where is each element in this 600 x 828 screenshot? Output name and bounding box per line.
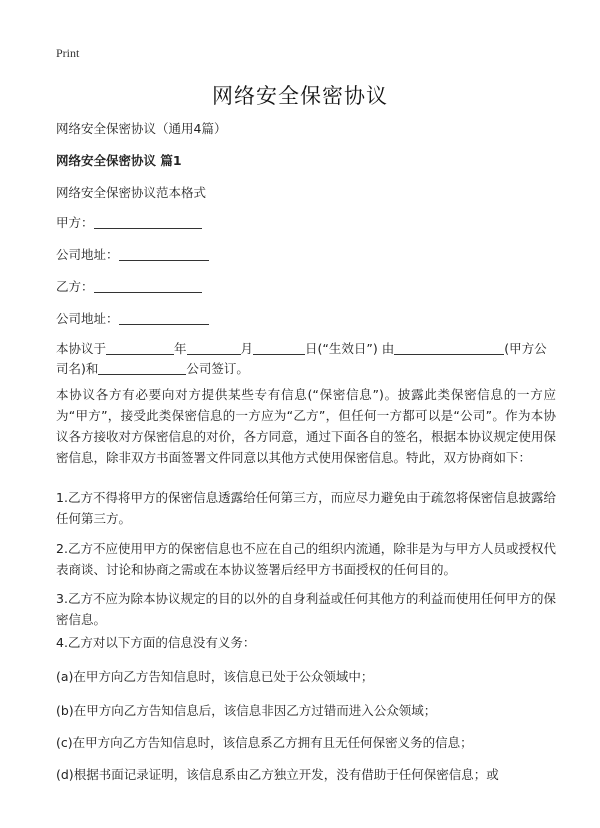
clause-1: 1.乙方不得将甲方的保密信息透露给任何第三方，而应尽力避免由于疏忽将保密信息披露给任何第三方。 [56, 490, 556, 526]
address-1-field [56, 245, 556, 265]
clause-2: 2.乙方不应使用甲方的保密信息也不应在自己的组织内流通，除非是为与甲方人员或授权代表商谈、讨论和协商之需或在本协议签署后经甲方书面授权的任何目的。 [56, 541, 556, 577]
party-b-label: 乙方： [56, 279, 94, 294]
clause-4-item-d: (d)根据书面记录证明，该信息系由乙方独立开发，没有借助于任何保密信息；或 [56, 767, 499, 782]
document-subtitle: 网络安全保密协议（通用4篇） [56, 121, 227, 136]
section-heading: 网络安全保密协议 篇1 [56, 153, 182, 168]
agreement-text: 本协议于 [56, 341, 107, 356]
clause-4-item-c: (c)在甲方向乙方告知信息时，该信息系乙方拥有且无任何保密义务的信息； [56, 735, 473, 750]
agreement-parties-line [56, 359, 556, 379]
party-b-field [56, 277, 556, 297]
address-1-blank [119, 246, 209, 261]
template-label: 网络安全保密协议范本格式 [56, 185, 207, 200]
agreement-text: 司名)和 [56, 361, 99, 376]
address-2-label: 公司地址： [56, 311, 119, 326]
party-a-field [56, 213, 556, 233]
party-a-blank [94, 214, 202, 229]
day-blank [253, 340, 305, 355]
agreement-date-line [56, 339, 556, 359]
intro-paragraph: 本协议各方有必要向对方提供某些专有信息(“保密信息”)。披露此类保密信息的一方应为“甲方”，接受此类保密信息的一方应为“乙方”，但任何一方都可以是“公司”。作为本协议各方接收对方保密信息的对价，各方同意，通过下面各自的签名，根据本协议规定使用保密信息，除非双方书面签署文件同意以其他方式使用保密信息。特此，双方协商如下： [56, 387, 557, 465]
signing-label: 公司签订。 [186, 361, 249, 376]
year-label: 年 [174, 341, 187, 356]
month-label: 月 [240, 341, 254, 356]
address-2-blank [119, 310, 209, 325]
print-link[interactable]: Print [56, 46, 80, 60]
document-title: 网络安全保密协议 [212, 84, 388, 108]
address-1-label: 公司地址： [56, 247, 119, 262]
clause-4-item-b: (b)在甲方向乙方告知信息后，该信息非因乙方过错而进入公众领域； [56, 703, 437, 718]
clause-4-item-a: (a)在甲方向乙方告知信息时，该信息已处于公众领域中； [56, 669, 374, 684]
party-b-blank [94, 278, 202, 293]
month-blank [187, 340, 241, 355]
effective-date-label: 日(“生效日”) 由 [305, 341, 395, 356]
party-a-company-label: (甲方公 [504, 341, 547, 356]
party-a-name-blank [394, 340, 504, 355]
address-2-field [56, 309, 556, 329]
party-a-label: 甲方： [56, 215, 94, 230]
party-b-name-blank [98, 360, 186, 375]
clause-3: 3.乙方不应为除本协议规定的目的以外的自身利益或任何其他方的利益而使用任何甲方的保密信息。 [56, 591, 556, 627]
clause-4: 4.乙方对以下方面的信息没有义务： [56, 635, 256, 650]
year-blank [106, 340, 174, 355]
